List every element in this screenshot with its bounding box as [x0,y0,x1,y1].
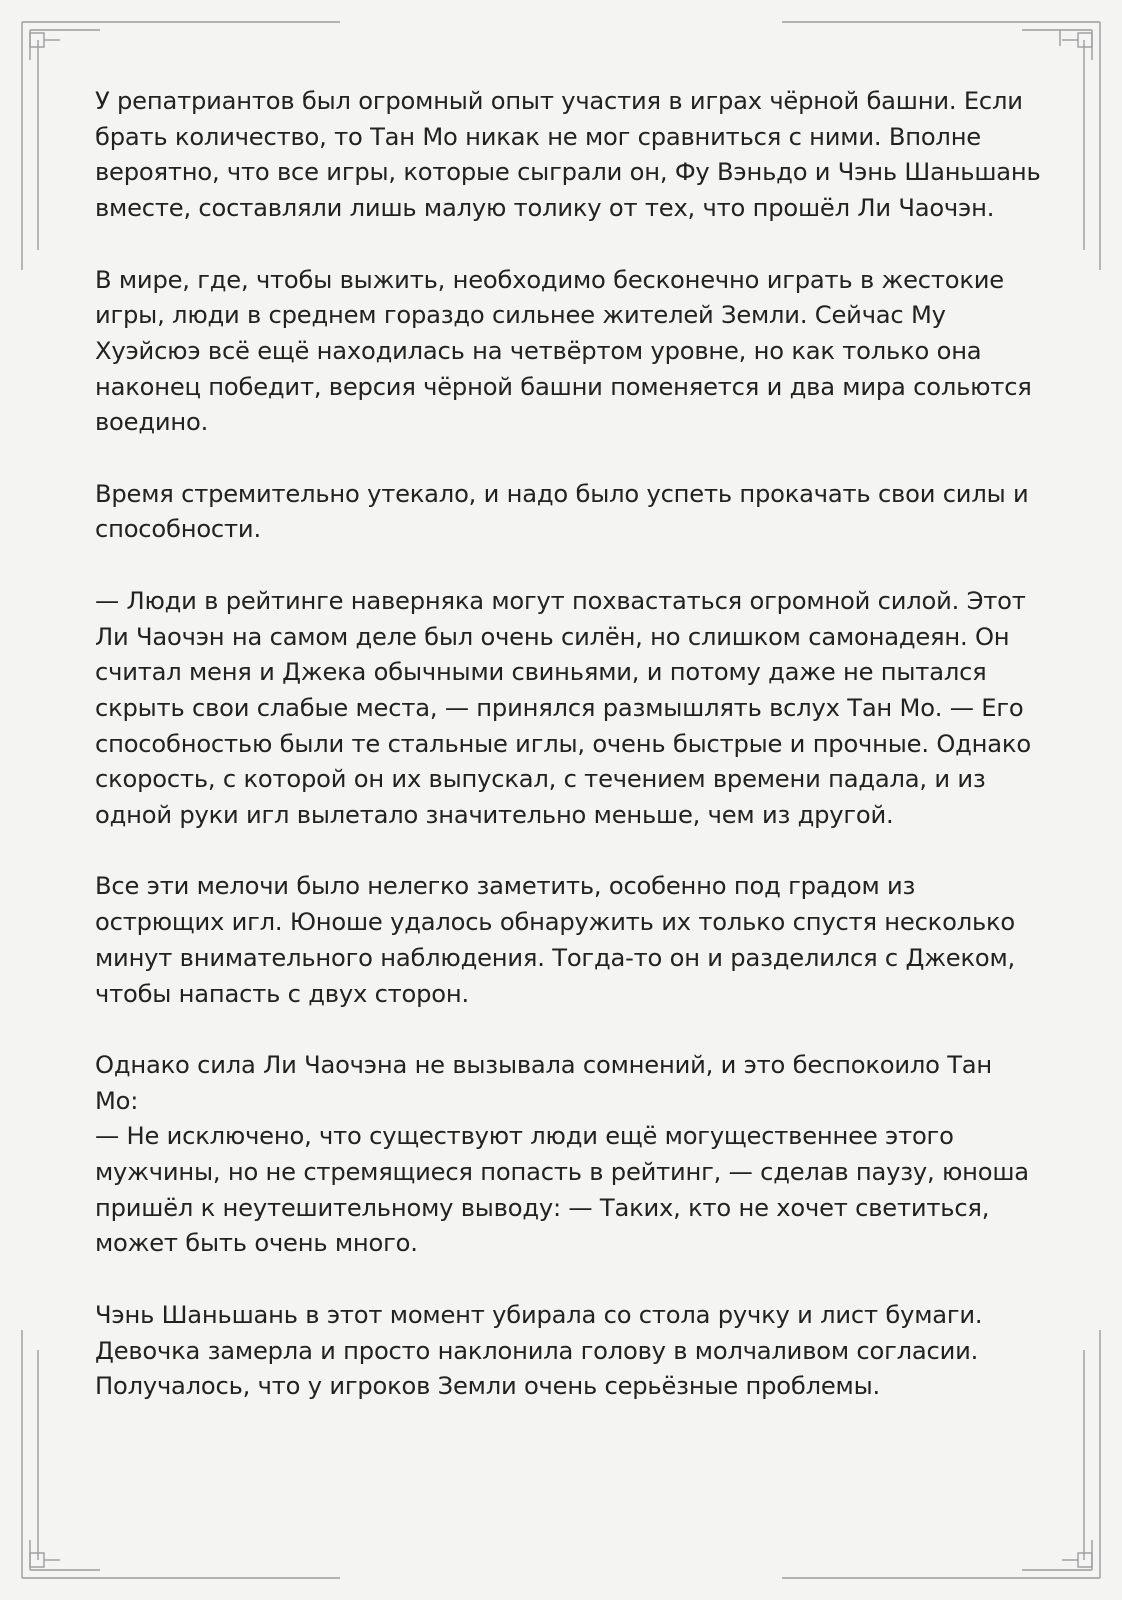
text-line: Получалось, что у игроков Земли очень серьёзные проблемы. [95,1372,880,1401]
text-line: одной руки игл вылетало значительно меньше, чем из другой. [95,801,894,830]
text-line: воедино. [95,408,209,437]
text-line: — Не исключено, что существуют люди ещё могущественнее этого [95,1122,954,1151]
text-line: вероятно, что все игры, которые сыграли он, Фу Вэньдо и Чэнь Шаньшань [95,158,1041,187]
text-line: У репатриантов был огромный опыт участия в играх чёрной башни. Если [95,87,1023,115]
paragraph [95,477,1035,548]
text-line: пришёл к неутешительному выводу: — Таких, кто не хочет светиться, [95,1193,990,1222]
text-line: игры, люди в среднем гораздо сильнее жителей Земли. Сейчас Му [95,301,946,330]
text-line: считал меня и Джека обычными свиньями, и потому даже не пытался [95,658,987,687]
text-line: Время стремительно утекало, и надо было успеть прокачать свои силы и [95,479,1029,508]
text-line: Ли Чаочэн на самом деле был очень силён, но слишком самонадеян. Он [95,622,1010,651]
body-text [95,84,1041,1405]
paragraph [95,1048,1035,1262]
text-line: Хуэйсюэ всё ещё находилась на четвёртом уровне, но как только она [95,336,982,365]
text-line: мужчины, но не стремящиеся попасть в рейтинг, — сделав паузу, юноша [95,1158,1029,1187]
paragraph [95,869,1035,1012]
text-line: наконец победит, версия чёрной башни поменяется и два мира сольются [95,372,1032,401]
text-line: Мо: [95,1086,139,1115]
text-line: скрыть свои слабые места, — принялся размышлять вслух Тан Мо. — Его [95,693,1024,722]
text-line: Чэнь Шаньшань в этот момент убирала со стола ручку и лист бумаги. [95,1300,983,1329]
text-line: брать количество, то Тан Мо никак не мог сравниться с ними. Вполне [95,122,981,151]
text-line: чтобы напасть с двух сторон. [95,979,470,1008]
paragraph [95,584,1035,834]
paragraph [95,263,1035,442]
text-line: острющих игл. Юноше удалось обнаружить их только спустя несколько [95,908,1016,937]
text-line: — Люди в рейтинге наверняка могут похвастаться огромной силой. Этот [95,586,1026,615]
paragraph [95,84,1041,227]
text-line: минут внимательного наблюдения. Тогда-то он и разделился с Джеком, [95,943,1016,972]
text-line: Девочка замерла и просто наклонила голову в молчаливом согласии. [95,1336,979,1365]
text-line: может быть очень много. [95,1229,418,1258]
text-line: способностью были те стальные иглы, очень быстрые и прочные. Однако [95,729,1031,758]
text-line: скорость, с которой он их выпускал, с течением времени падала, и из [95,765,986,794]
text-line: Однако сила Ли Чаочэна не вызывала сомнений, и это беспокоило Тан [95,1050,993,1079]
text-line: вместе, составляли лишь малую толику от тех, что прошёл Ли Чаочэн. [95,194,995,223]
text-line: способности. [95,515,261,544]
paragraph [95,1298,1035,1405]
text-line: Все эти мелочи было нелегко заметить, особенно под градом из [95,872,916,901]
text-line: В мире, где, чтобы выжить, необходимо бесконечно играть в жестокие [95,265,1004,294]
